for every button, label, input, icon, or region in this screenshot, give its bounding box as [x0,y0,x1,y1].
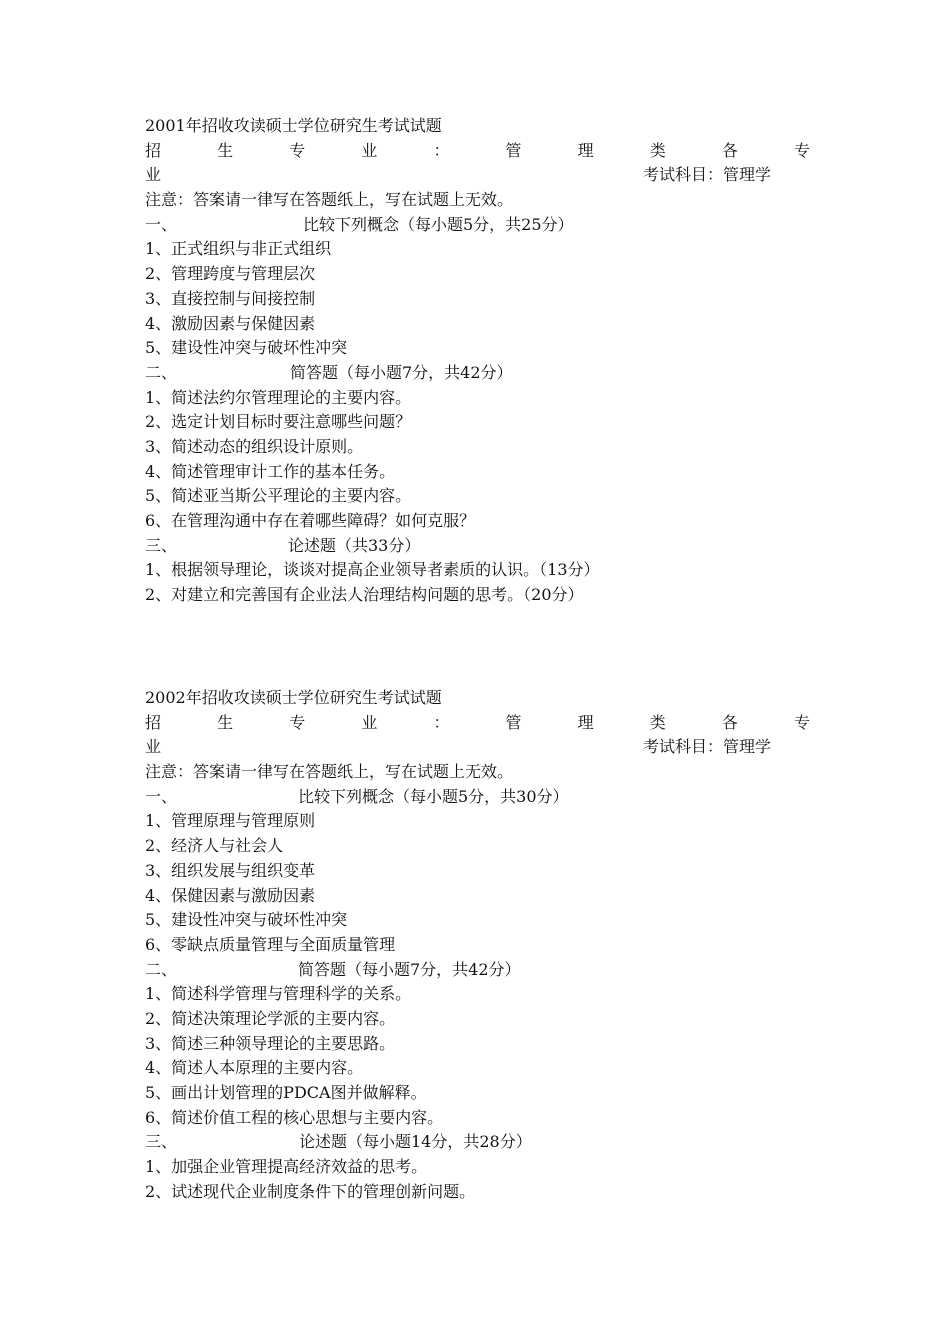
question-item: 5、建设性冲突与破坏性冲突 [145,338,348,358]
major-char: 招 [145,140,162,160]
major-char: 理 [577,140,594,160]
section-title: 论述题（每小题14分，共28分） [299,1132,532,1152]
major-subject-line [145,735,810,760]
major-char: 专 [289,140,306,160]
question-item: 1、简述法约尔管理理论的主要内容。 [145,387,412,407]
section-title: 简答题（每小题7分，共42分） [298,959,521,979]
major-subject-line [145,163,810,188]
question-item: 1、简述科学管理与管理科学的关系。 [145,984,412,1004]
section-heading [145,534,810,559]
section-number: 二、 [145,362,178,382]
major-char: 招 [145,712,162,732]
exam-title: 2001年招收攻读硕士学位研究生考试试题 [145,116,442,135]
question-item: 5、画出计划管理的PDCA图并做解释。 [145,1083,427,1102]
major-char: 各 [721,712,738,732]
question-item: 1、正式组织与非正式组织 [145,239,332,259]
question-item: 4、简述管理审计工作的基本任务。 [145,461,396,481]
question-item: 6、在管理沟通中存在着哪些障碍？如何克服？ [145,511,476,530]
question-item: 4、保健因素与激励因素 [145,885,316,905]
question-item: 3、简述三种领导理论的主要思路。 [145,1033,396,1053]
major-char: 类 [649,140,666,160]
major-char: 专 [793,140,810,160]
question-item: 2、管理跨度与管理层次 [145,264,316,284]
section-heading [145,785,810,810]
major-char: ： [433,140,450,160]
question-item: 2、经济人与社会人 [145,836,284,856]
exam-subject: 考试科目：管理学 [643,165,772,185]
major-char: 生 [217,140,234,160]
question-item: 2、对建立和完善国有企业法人治理结构问题的思考。（20分） [145,585,584,605]
major-char: ： [433,712,450,732]
question-item: 3、直接控制与间接控制 [145,288,316,308]
section-heading [145,958,810,983]
question-item: 1、根据领导理论，谈谈对提高企业领导者素质的认识。（13分） [145,560,600,580]
section-number: 三、 [145,1132,178,1152]
section-number: 二、 [145,959,178,979]
major-char: 理 [577,712,594,732]
question-item: 3、组织发展与组织变革 [145,860,316,880]
major-tail: 业 [145,165,162,185]
exam-notice: 注意：答案请一律写在答题纸上，写在试题上无效。 [145,190,514,210]
question-item: 1、管理原理与管理原则 [145,811,316,831]
question-item: 2、选定计划目标时要注意哪些问题？ [145,412,412,432]
question-item: 3、简述动态的组织设计原则。 [145,436,364,456]
major-char: 生 [217,712,234,732]
section-title: 论述题（共33分） [288,535,421,555]
major-char: 管 [505,712,522,732]
question-item: 2、简述决策理论学派的主要内容。 [145,1008,396,1028]
exam-title: 2002年招收攻读硕士学位研究生考试试题 [145,688,442,707]
section-number: 一、 [145,786,178,806]
section-heading [145,213,810,238]
major-char: 类 [649,712,666,732]
question-item: 5、简述亚当斯公平理论的主要内容。 [145,486,412,506]
major-tail: 业 [145,737,162,757]
exam-notice: 注意：答案请一律写在答题纸上，写在试题上无效。 [145,762,514,782]
exam-2002 [145,686,810,1204]
section-number: 一、 [145,214,178,234]
question-item: 4、简述人本原理的主要内容。 [145,1058,364,1078]
exam-2001 [145,114,810,608]
question-item: 4、激励因素与保健因素 [145,313,316,333]
section-heading [145,361,810,386]
question-item: 6、简述价值工程的核心思想与主要内容。 [145,1107,444,1127]
question-item: 2、试述现代企业制度条件下的管理创新问题。 [145,1181,476,1201]
section-title: 比较下列概念（每小题5分，共30分） [298,786,569,806]
major-line [145,711,810,736]
major-char: 专 [289,712,306,732]
major-char: 各 [721,140,738,160]
major-char: 专 [793,712,810,732]
section-number: 三、 [145,535,178,555]
major-line [145,139,810,164]
section-heading [145,1130,810,1155]
question-item: 5、建设性冲突与破坏性冲突 [145,910,348,930]
major-char: 业 [361,140,378,160]
question-item: 6、零缺点质量管理与全面质量管理 [145,934,396,954]
question-item: 1、加强企业管理提高经济效益的思考。 [145,1157,428,1177]
section-title: 比较下列概念（每小题5分，共25分） [303,214,574,234]
major-char: 管 [505,140,522,160]
major-char: 业 [361,712,378,732]
exam-subject: 考试科目：管理学 [643,737,772,757]
section-title: 简答题（每小题7分，共42分） [290,362,513,382]
